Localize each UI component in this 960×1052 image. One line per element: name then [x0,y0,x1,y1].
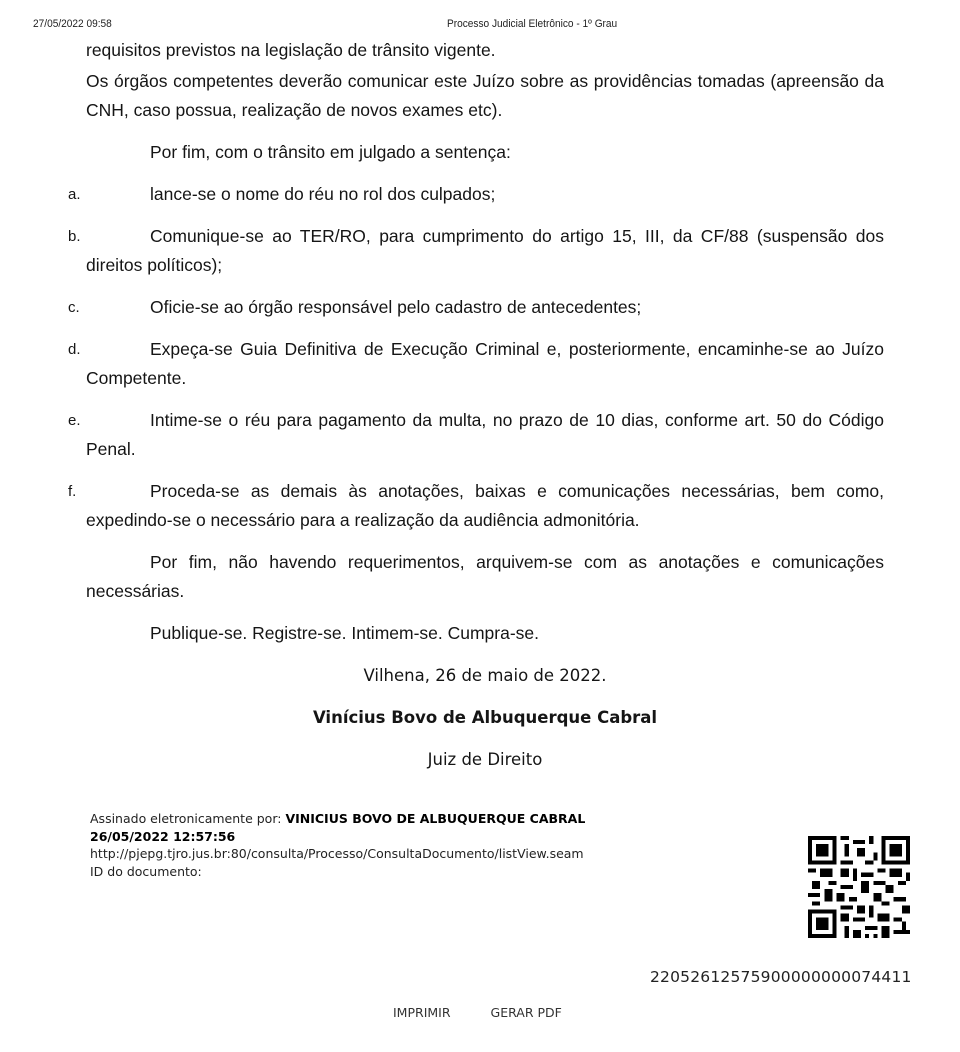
list-item [68,222,884,280]
print-button[interactable]: IMPRIMIR [393,1005,451,1020]
paragraph: Os órgãos competentes deverão comunicar este Juízo sobre as providências tomadas (apreensão da CNH, caso possua, realização de novos exames etc). [86,71,884,120]
header-title: Processo Judicial Eletrônico - 1º Grau [447,18,618,30]
list-marker: b. [68,228,81,245]
qr-code-icon [808,836,910,938]
paragraph: Por fim, não havendo requerimentos, arquivem-se com as anotações e comunicações necessárias. [86,552,884,601]
place-date: Vilhena, 26 de maio de 2022. [363,666,607,685]
paragraph: Publique-se. Registre-se. Intimem-se. Cumpra-se. [150,623,540,643]
list-marker: e. [68,412,81,429]
list-item-text: lance-se o nome do réu no rol dos culpados; [150,184,496,204]
paragraph: Por fim, com o trânsito em julgado a sentença: [150,142,511,162]
list-item-text: Expeça-se Guia Definitiva de Execução Criminal e, posteriormente, encaminhe-se ao Juízo Competente. [86,339,884,388]
document-number: 22052612575900000000074411 [650,968,912,986]
list-marker: c. [68,299,80,316]
list-item [68,335,884,393]
signature-datetime: 26/05/2022 12:57:56 [90,828,236,844]
list-item [68,180,884,209]
list-marker: f. [68,483,77,500]
signature-name: VINICIUS BOVO DE ALBUQUERQUE CABRAL [285,811,586,826]
list-marker: a. [68,186,81,203]
signer-role: Juiz de Direito [427,750,543,769]
list-item-text: Comunique-se ao TER/RO, para cumprimento do artigo 15, III, da CF/88 (suspensão dos direitos políticos); [86,226,884,275]
list-item [68,293,884,322]
header-datetime: 27/05/2022 09:58 [33,18,112,30]
list-item-text: Oficie-se ao órgão responsável pelo cadastro de antecedentes; [150,297,642,317]
list-item-text: Intime-se o réu para pagamento da multa, no prazo de 10 dias, conforme art. 50 do Código Penal. [86,410,884,459]
signer-name: Vinícius Bovo de Albuquerque Cabral [312,708,658,727]
electronic-signature [90,810,585,880]
generate-pdf-button[interactable]: GERAR PDF [490,1005,562,1020]
document-actions [393,1005,598,1020]
signature-label: Assinado eletronicamente por: [90,811,286,826]
paragraph: requisitos previstos na legislação de trânsito vigente. [86,40,496,60]
document-id-label: ID do documento: [90,863,202,879]
list-item-text: Proceda-se as demais às anotações, baixas e comunicações necessárias, bem como, expedindo-se o necessário para a realização da audiência admonitória. [86,481,884,530]
list-item [68,406,884,464]
document-body [68,36,884,774]
list-marker: d. [68,341,81,358]
signature-url[interactable]: http://pjepg.tjro.jus.br:80/consulta/Processo/ConsultaDocumento/listView.seam [90,846,584,861]
list-item [68,477,884,535]
